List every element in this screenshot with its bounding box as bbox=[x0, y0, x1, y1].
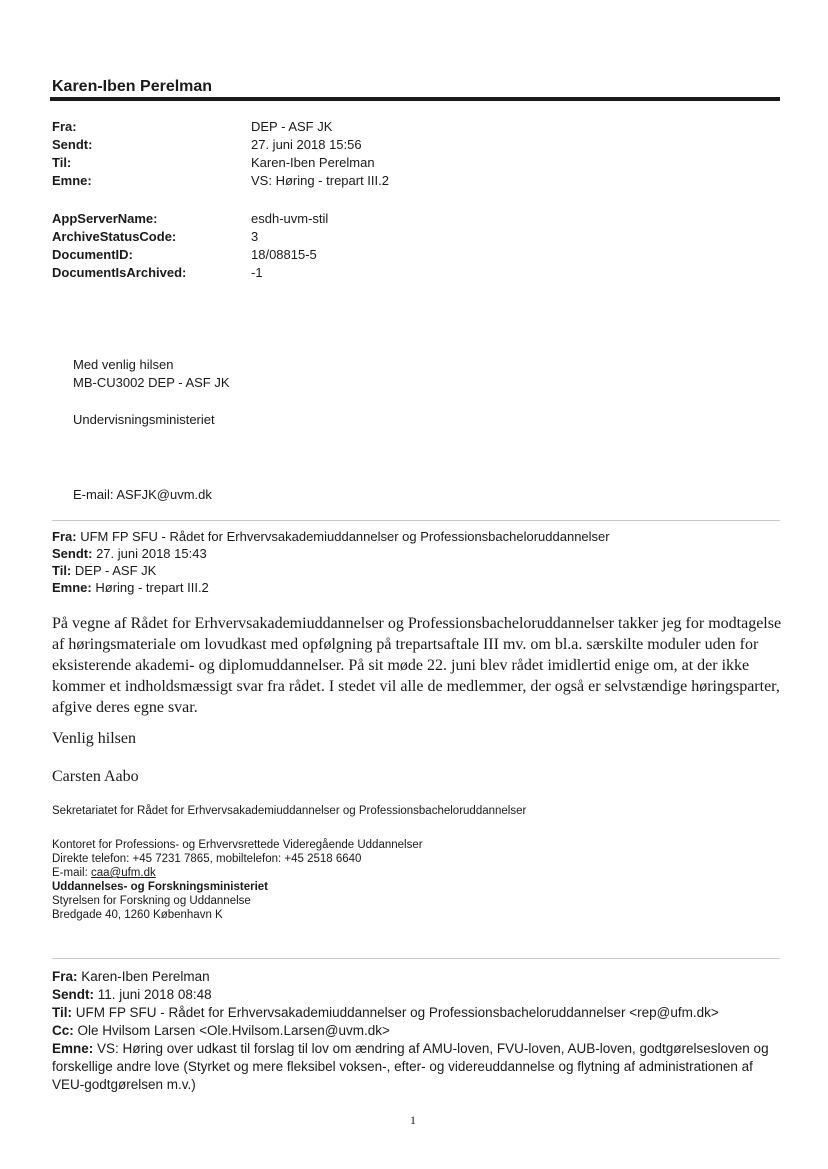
signature-email: E-mail: ASFJK@uvm.dk bbox=[73, 487, 212, 502]
msg3-header bbox=[52, 968, 782, 1094]
from-value: DEP - ASF JK bbox=[251, 119, 333, 134]
msg2-subject-value: Høring - trepart III.2 bbox=[95, 580, 209, 595]
document-id-value: 18/08815-5 bbox=[251, 247, 317, 262]
msg3-cc bbox=[52, 1022, 782, 1040]
signature-greeting: Med venlig hilsen bbox=[73, 357, 174, 372]
msg2-header bbox=[52, 528, 610, 596]
subject-value: VS: Høring - trepart III.2 bbox=[251, 173, 389, 188]
msg3-to-label: Til: bbox=[52, 1005, 72, 1020]
to-value: Karen-Iben Perelman bbox=[251, 155, 375, 170]
to-label: Til: bbox=[52, 155, 72, 170]
msg2-email-line bbox=[52, 866, 423, 880]
msg3-to-value: UFM FP SFU - Rådet for Erhvervsakademiuddannelser og Professionsbacheloruddannelser <rep@ufm.dk> bbox=[75, 1005, 719, 1020]
signature-ministry: Undervisningsministeriet bbox=[73, 412, 215, 427]
msg2-closing: Venlig hilsen bbox=[52, 730, 136, 747]
msg3-cc-value: Ole Hvilsom Larsen <Ole.Hvilsom.Larsen@uvm.dk> bbox=[77, 1023, 390, 1038]
msg2-from-label: Fra: bbox=[52, 529, 77, 544]
app-server-label: AppServerName: bbox=[52, 211, 158, 226]
msg2-agency: Styrelsen for Forskning og Uddannelse bbox=[52, 895, 251, 907]
msg3-from-value: Karen-Iben Perelman bbox=[81, 969, 210, 984]
msg3-cc-label: Cc: bbox=[52, 1023, 74, 1038]
sent-label: Sendt: bbox=[52, 137, 93, 152]
msg3-subject-value: VS: Høring over udkast til forslag til lov om ændring af AMU-loven, FVU-loven, AUB-loven, godtgørelsesloven og forskellige andre love (Styrket og mere fleksibel voksen-, efter- og videreuddannelse og flytning af administrationen af VEU-godtgørelsen m.v.) bbox=[52, 1041, 769, 1092]
msg2-email-link[interactable]: caa@ufm.dk bbox=[90, 867, 156, 879]
msg3-sent-label: Sendt: bbox=[52, 987, 94, 1002]
subject-label: Emne: bbox=[52, 173, 92, 188]
msg2-from bbox=[52, 528, 610, 545]
msg2-secretariat: Sekretariatet for Rådet for Erhvervsakademiuddannelser og Professionsbacheloruddannelser bbox=[52, 805, 527, 817]
document-archived-value: -1 bbox=[251, 265, 263, 280]
app-server-value: esdh-uvm-stil bbox=[251, 211, 329, 226]
msg3-to bbox=[52, 1004, 782, 1022]
document-id-label: DocumentID: bbox=[52, 247, 133, 262]
message-divider-2 bbox=[52, 958, 780, 959]
msg2-contact-block bbox=[52, 838, 423, 922]
page-number: 1 bbox=[410, 1113, 416, 1127]
document-archived-label: DocumentIsArchived: bbox=[52, 265, 187, 280]
msg3-subject-label: Emne: bbox=[52, 1041, 94, 1056]
msg3-subject bbox=[52, 1040, 782, 1094]
msg2-office: Kontoret for Professions- og Erhvervsrettede Videregående Uddannelser bbox=[52, 839, 423, 851]
msg2-sent bbox=[52, 545, 610, 562]
msg2-from-value: UFM FP SFU - Rådet for Erhvervsakademiuddannelser og Professionsbacheloruddannelser bbox=[80, 529, 610, 544]
msg2-email-label: E-mail: bbox=[52, 867, 91, 879]
msg3-sent-value: 11. juni 2018 08:48 bbox=[97, 987, 212, 1002]
msg2-sent-label: Sendt: bbox=[52, 546, 93, 561]
msg2-to-value: DEP - ASF JK bbox=[74, 563, 157, 578]
msg2-ministry-name: Uddannelses- og Forskningsministeriet bbox=[52, 881, 268, 893]
msg3-from bbox=[52, 968, 782, 986]
archive-status-value: 3 bbox=[251, 229, 259, 244]
msg2-to bbox=[52, 562, 610, 579]
signature-sender: MB-CU3002 DEP - ASF JK bbox=[73, 375, 230, 390]
msg3-from-label: Fra: bbox=[52, 969, 78, 984]
msg2-body: På vegne af Rådet for Erhvervsakademiuddannelser og Professionsbacheloruddannelser takker jeg for modtagelse af høringsmateriale om lovudkast med opfølgning på trepartsaftale III mv. om bl.a. særskilte moduler uden for eksisterende akademi- og diplomuddannelser. På sit møde 22. juni blev rådet imidlertid enige om, at der ikke kommer et indholdsmæssigt svar fra rådet. I stedet vil alle de medlemmer, der også er selvstændige høringsparter, afgive deres egne svar. bbox=[52, 615, 782, 716]
msg2-address: Bredgade 40, 1260 København K bbox=[52, 909, 223, 921]
from-label: Fra: bbox=[52, 119, 77, 134]
sent-value: 27. juni 2018 15:56 bbox=[251, 137, 362, 152]
msg3-sent bbox=[52, 986, 782, 1004]
msg2-signer: Carsten Aabo bbox=[52, 768, 139, 785]
header-rule bbox=[50, 97, 780, 101]
archive-status-label: ArchiveStatusCode: bbox=[52, 229, 177, 244]
msg2-sent-value: 27. juni 2018 15:43 bbox=[96, 546, 207, 561]
msg2-phone: Direkte telefon: +45 7231 7865, mobiltelefon: +45 2518 6640 bbox=[52, 853, 362, 865]
message-divider bbox=[52, 520, 780, 521]
document-owner-name: Karen-Iben Perelman bbox=[52, 78, 213, 95]
msg2-ministry bbox=[52, 880, 423, 894]
msg2-subject bbox=[52, 579, 610, 596]
msg2-subject-label: Emne: bbox=[52, 580, 92, 595]
msg2-to-label: Til: bbox=[52, 563, 72, 578]
